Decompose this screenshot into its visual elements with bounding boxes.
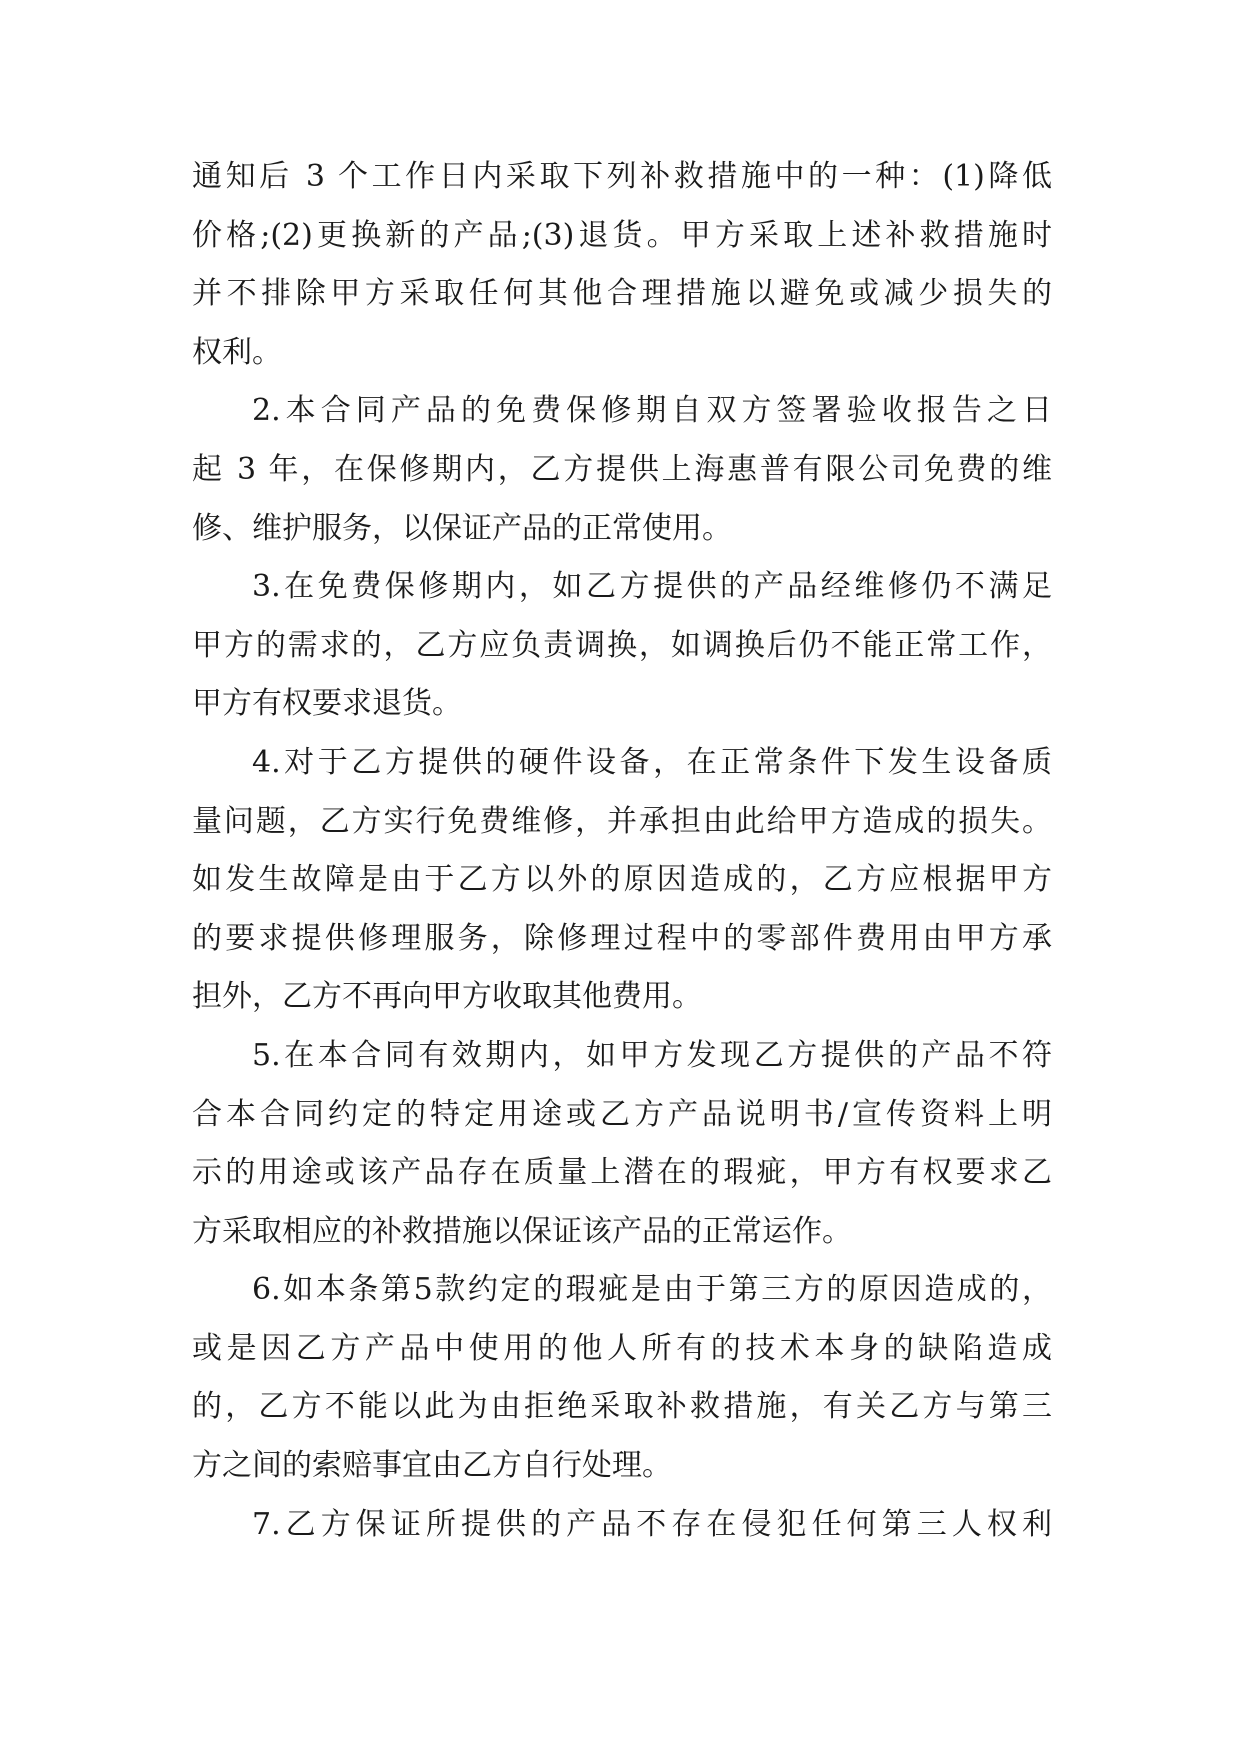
text-line: 4.对于乙方提供的硬件设备，在正常条件下发生设备质	[252, 744, 1052, 780]
text-line: 甲方有权要求退货。	[192, 686, 462, 722]
text-line: 5.在本合同有效期内，如甲方发现乙方提供的产品不符	[252, 1037, 1052, 1073]
text-line: 的要求提供修理服务，除修理过程中的零部件费用由甲方承	[192, 920, 1052, 956]
text-line: 的，乙方不能以此为由拒绝采取补救措施，有关乙方与第三	[192, 1389, 1052, 1425]
text-line: 并不排除甲方采取任何其他合理措施以避免或减少损失的	[192, 276, 1052, 312]
text-line: 方之间的索赔事宜由乙方自行处理。	[192, 1448, 672, 1484]
text-line: 起 3 年，在保修期内，乙方提供上海惠普有限公司免费的维	[192, 451, 1052, 487]
text-line: 或是因乙方产品中使用的他人所有的技术本身的缺陷造成	[192, 1330, 1052, 1366]
text-line: 示的用途或该产品存在质量上潜在的瑕疵，甲方有权要求乙	[192, 1155, 1052, 1191]
text-line: 6.如本条第5款约定的瑕疵是由于第三方的原因造成的，	[252, 1272, 1052, 1308]
text-line: 通知后 3 个工作日内采取下列补救措施中的一种：(1)降低	[192, 159, 1052, 194]
text-line: 如发生故障是由于乙方以外的原因造成的，乙方应根据甲方	[192, 862, 1052, 898]
text-line: 权利。	[192, 334, 282, 370]
text-line: 担外，乙方不再向甲方收取其他费用。	[192, 979, 702, 1015]
text-line: 2.本合同产品的免费保修期自双方签署验收报告之日	[252, 393, 1052, 429]
text-line: 3.在免费保修期内，如乙方提供的产品经维修仍不满足	[252, 569, 1052, 605]
text-line: 修、维护服务，以保证产品的正常使用。	[192, 510, 732, 546]
text-line: 方采取相应的补救措施以保证该产品的正常运作。	[192, 1213, 852, 1249]
text-line: 合本合同约定的特定用途或乙方产品说明书/宣传资料上明	[192, 1096, 1052, 1132]
text-line: 价格;(2)更换新的产品;(3)退货。甲方采取上述补救措施时	[192, 217, 1052, 253]
text-line: 7.乙方保证所提供的产品不存在侵犯任何第三人权利	[252, 1506, 1052, 1542]
document-body	[192, 148, 1052, 1554]
text-line: 甲方的需求的，乙方应负责调换，如调换后仍不能正常工作，	[192, 627, 1052, 663]
text-line: 量问题，乙方实行免费维修，并承担由此给甲方造成的损失。	[192, 803, 1052, 839]
